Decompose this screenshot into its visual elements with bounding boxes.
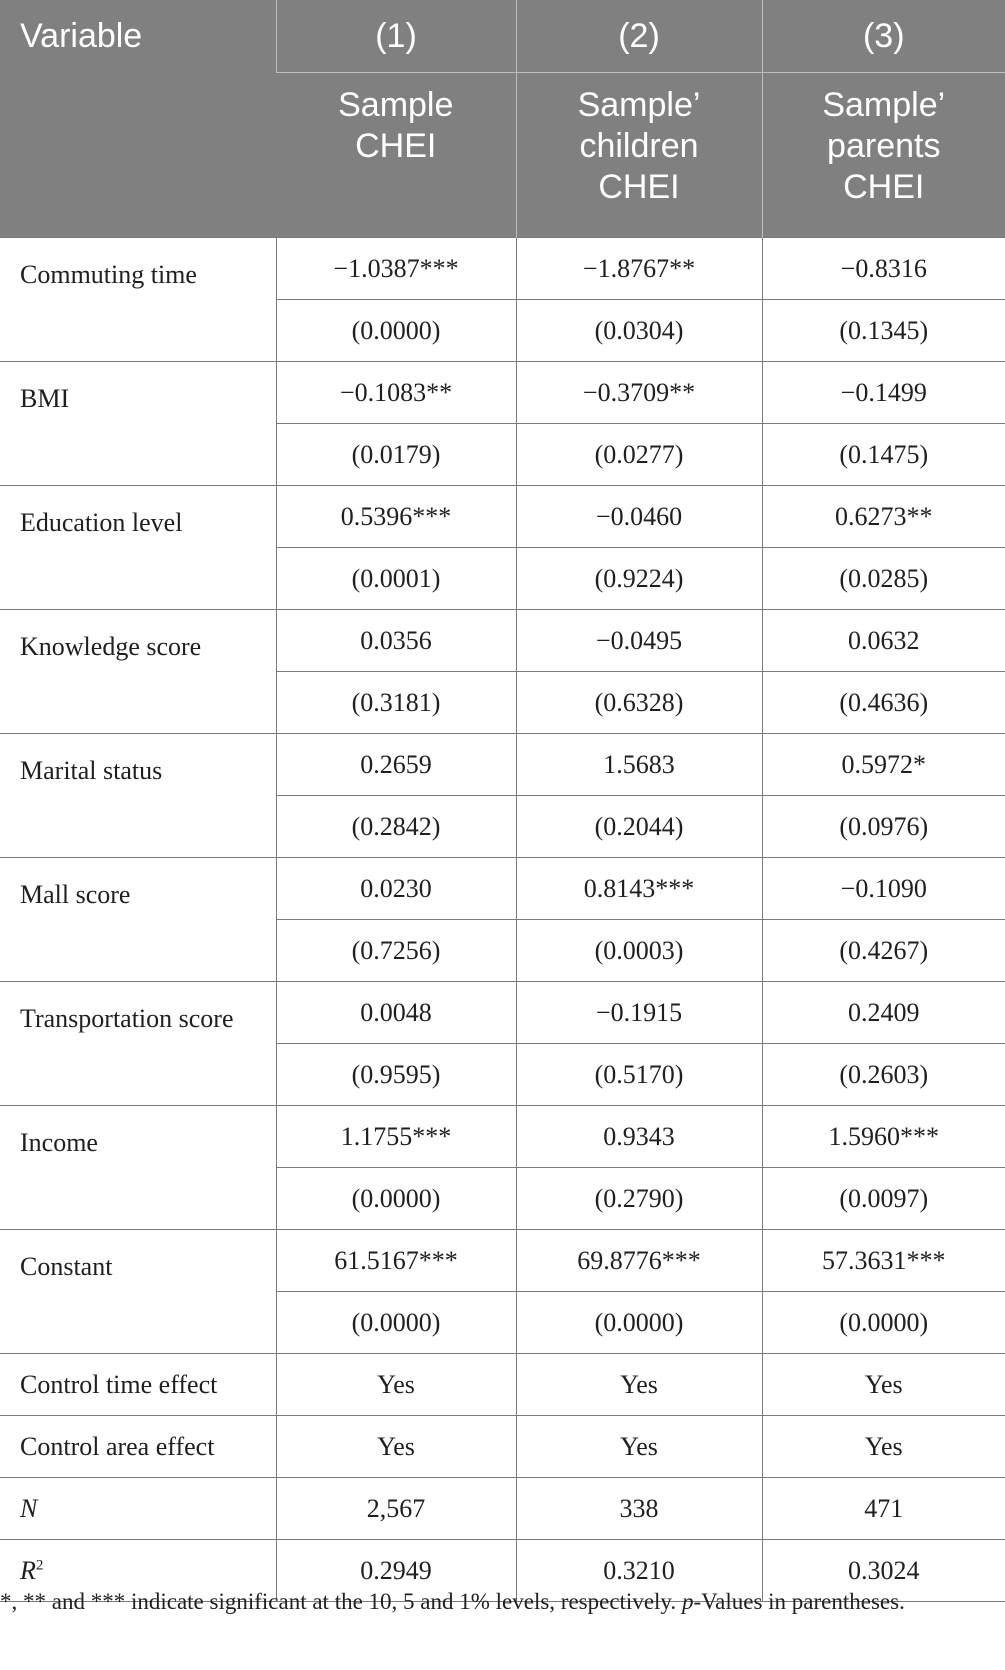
table-row [0, 1354, 1005, 1416]
coefficient-cell: 0.9343 [516, 1106, 762, 1168]
coefficient-cell: 1.1755*** [276, 1106, 516, 1168]
variable-label: Education level [0, 486, 276, 610]
summary-value-cell: Yes [516, 1354, 762, 1416]
coefficient-cell: −0.1915 [516, 982, 762, 1044]
summary-label-superscript: 2 [35, 1556, 44, 1573]
column-title-line: CHEI [598, 168, 680, 206]
table-footnote [0, 1585, 990, 1619]
table-row [0, 362, 1005, 424]
coefficient-cell: −0.0495 [516, 610, 762, 672]
summary-value-cell: 0.2949 [276, 1540, 516, 1602]
column-title-line: CHEI [843, 168, 925, 206]
p-value-cell: (0.0976) [762, 796, 1005, 858]
p-value-cell: (0.7256) [276, 920, 516, 982]
p-value-cell: (0.4636) [762, 672, 1005, 734]
summary-value-cell: 2,567 [276, 1478, 516, 1540]
variable-label: Commuting time [0, 238, 276, 362]
summary-value-cell: Yes [762, 1416, 1005, 1478]
column-number-2: (2) [516, 0, 762, 73]
p-value-cell: (0.9224) [516, 548, 762, 610]
column-title-line: parents [827, 127, 941, 165]
table-row [0, 486, 1005, 548]
summary-label-text: R [20, 1555, 36, 1585]
summary-value-cell: Yes [516, 1416, 762, 1478]
variable-label: Constant [0, 1230, 276, 1354]
table-header [0, 0, 1005, 238]
coefficient-cell: −0.1499 [762, 362, 1005, 424]
p-value-cell: (0.0304) [516, 300, 762, 362]
coefficient-cell: −0.0460 [516, 486, 762, 548]
coefficient-cell: 0.0356 [276, 610, 516, 672]
p-value-cell: (0.0285) [762, 548, 1005, 610]
p-value-cell: (0.0000) [276, 1292, 516, 1354]
variable-label: Knowledge score [0, 610, 276, 734]
p-value-cell: (0.0000) [276, 300, 516, 362]
coefficient-cell: 1.5960*** [762, 1106, 1005, 1168]
p-value-cell: (0.3181) [276, 672, 516, 734]
table-row [0, 1416, 1005, 1478]
column-title-line: children [579, 127, 699, 165]
variable-label: Mall score [0, 858, 276, 982]
table-row [0, 238, 1005, 300]
footnote-text: *, ** and *** indicate significant at the 10, 5 and 1% levels, respectively. [0, 1589, 682, 1614]
coefficient-cell: −1.0387*** [276, 238, 516, 300]
coefficient-cell: 0.5396*** [276, 486, 516, 548]
p-value-cell: (0.0000) [516, 1292, 762, 1354]
variable-column-header: Variable [0, 0, 276, 238]
p-value-cell: (0.6328) [516, 672, 762, 734]
p-value-cell: (0.1345) [762, 300, 1005, 362]
p-value-cell: (0.2790) [516, 1168, 762, 1230]
p-value-cell: (0.0003) [516, 920, 762, 982]
summary-label [0, 1478, 276, 1540]
p-value-cell: (0.2044) [516, 796, 762, 858]
table-row [0, 1230, 1005, 1292]
table-row [0, 858, 1005, 920]
column-title-line: Sample [338, 86, 454, 124]
summary-label [0, 1416, 276, 1478]
summary-value-cell: Yes [762, 1354, 1005, 1416]
table-row [0, 734, 1005, 796]
table-row [0, 982, 1005, 1044]
coefficient-cell: 1.5683 [516, 734, 762, 796]
table-body [0, 238, 1005, 1602]
variable-label: Income [0, 1106, 276, 1230]
p-value-cell: (0.5170) [516, 1044, 762, 1106]
column-title-line: Sample’ [577, 86, 701, 124]
column-title-line: Sample’ [822, 86, 946, 124]
summary-value-cell: 338 [516, 1478, 762, 1540]
column-title-1 [276, 73, 516, 238]
p-value-cell: (0.1475) [762, 424, 1005, 486]
variable-label: Marital status [0, 734, 276, 858]
column-title-3 [762, 73, 1005, 238]
variable-label: Transportation score [0, 982, 276, 1106]
coefficient-cell: −0.8316 [762, 238, 1005, 300]
coefficient-cell: −0.1090 [762, 858, 1005, 920]
footnote-text-end: -Values in parentheses. [693, 1589, 905, 1614]
summary-label-text: Control area effect [20, 1431, 215, 1461]
footnote-italic-p: p [681, 1589, 694, 1614]
p-value-cell: (0.4267) [762, 920, 1005, 982]
summary-label [0, 1354, 276, 1416]
column-number-1: (1) [276, 0, 516, 73]
table-row [0, 1106, 1005, 1168]
p-value-cell: (0.2603) [762, 1044, 1005, 1106]
summary-value-cell: Yes [276, 1354, 516, 1416]
p-value-cell: (0.0001) [276, 548, 516, 610]
variable-label: BMI [0, 362, 276, 486]
coefficient-cell: 0.6273** [762, 486, 1005, 548]
coefficient-cell: 0.0230 [276, 858, 516, 920]
summary-label-text: N [20, 1493, 38, 1523]
p-value-cell: (0.2842) [276, 796, 516, 858]
coefficient-cell: 69.8776*** [516, 1230, 762, 1292]
coefficient-cell: 57.3631*** [762, 1230, 1005, 1292]
coefficient-cell: −0.3709** [516, 362, 762, 424]
p-value-cell: (0.0097) [762, 1168, 1005, 1230]
column-title-line: CHEI [355, 127, 437, 165]
summary-value-cell: 0.3210 [516, 1540, 762, 1602]
table-row [0, 610, 1005, 672]
p-value-cell: (0.0277) [516, 424, 762, 486]
coefficient-cell: 0.2409 [762, 982, 1005, 1044]
summary-label-text: Control time effect [20, 1369, 218, 1399]
coefficient-cell: 61.5167*** [276, 1230, 516, 1292]
column-title-2 [516, 73, 762, 238]
coefficient-cell: 0.0632 [762, 610, 1005, 672]
coefficient-cell: −1.8767** [516, 238, 762, 300]
coefficient-cell: 0.5972* [762, 734, 1005, 796]
summary-value-cell: 0.3024 [762, 1540, 1005, 1602]
p-value-cell: (0.0000) [762, 1292, 1005, 1354]
p-value-cell: (0.9595) [276, 1044, 516, 1106]
p-value-cell: (0.0179) [276, 424, 516, 486]
p-value-cell: (0.0000) [276, 1168, 516, 1230]
coefficient-cell: −0.1083** [276, 362, 516, 424]
summary-value-cell: 471 [762, 1478, 1005, 1540]
column-number-3: (3) [762, 0, 1005, 73]
coefficient-cell: 0.0048 [276, 982, 516, 1044]
coefficient-cell: 0.8143*** [516, 858, 762, 920]
coefficient-cell: 0.2659 [276, 734, 516, 796]
table-row [0, 1478, 1005, 1540]
summary-value-cell: Yes [276, 1416, 516, 1478]
